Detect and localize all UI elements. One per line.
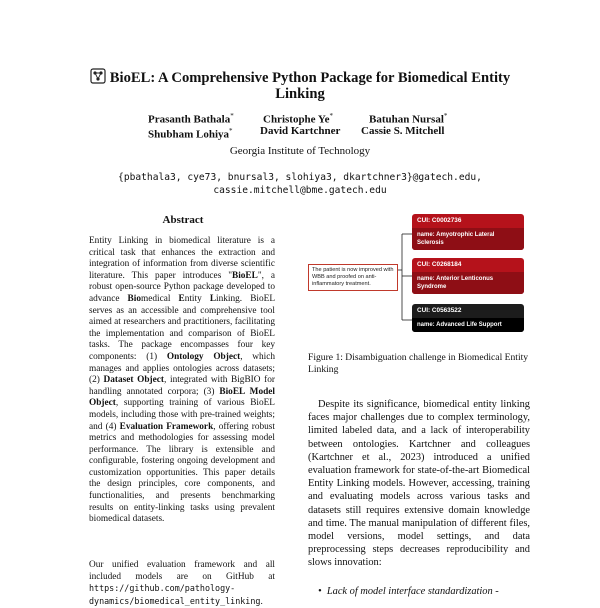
bullet-dot-icon: •: [318, 586, 327, 597]
paper-title-line-2: Linking: [275, 86, 325, 102]
abstract-text: Our unified evaluation framework and all included models are on GitHub at: [89, 560, 275, 582]
abstract-emphasis: Ontology Object: [166, 351, 241, 362]
author-name: Christophe Ye: [263, 113, 330, 126]
github-link[interactable]: https://github.com/pathology-dynamics/biomedical_entity_linking: [89, 583, 261, 606]
cui-id: CUI: C0563522: [417, 307, 462, 314]
abstract-text: ntity: [184, 293, 210, 304]
email-line-1: {pbathala3, cye73, bnursal3, slohiya3, dkartchner3}@gatech.edu,: [118, 172, 482, 183]
author-4: [148, 125, 233, 142]
context-sentence-box: The patient is now improved with WBB and proofed on anti-inflammatory treatment.: [308, 264, 398, 291]
abstract-text: medical: [140, 293, 179, 304]
equal-contribution-mark: *: [230, 112, 234, 120]
cui-box-1: [412, 214, 524, 250]
abstract-emphasis: E: [178, 293, 185, 304]
author-name: David Kartchner: [260, 125, 341, 137]
equal-contribution-mark: *: [443, 112, 448, 120]
abstract-paragraph-2: [89, 560, 275, 608]
abstract-text: , supporting training of various BioEL models, including those with pre-trained weights; and (4): [89, 398, 275, 432]
equal-contribution-mark: *: [329, 112, 334, 120]
email-line-2: cassie.mitchell@bme.gatech.edu: [213, 185, 387, 196]
abstract-text: , offering robust metrics and methodologies for assessing model performance. The library is extensible and configurable, fostering ongoing development and customization opportunities. This paper details the design principles, core components, and functionalities, and presents benchmarking results on entity-linking tasks using prevalent biomedical datasets.: [89, 421, 275, 525]
abstract-text: ", a robust open-source Python package developed to advance: [89, 270, 275, 304]
cui-box-2: [412, 258, 524, 294]
bullet-item: [318, 585, 530, 598]
introduction-body: [308, 398, 530, 570]
author-name: Prasanth Bathala: [148, 113, 231, 126]
bullet-text: Lack of model interface standardization -: [326, 586, 499, 597]
cui-id: CUI: C0268184: [417, 261, 462, 268]
bioel-logo-icon: [90, 68, 106, 84]
abstract-text: , which manages and applies ontologies across datasets; (2): [89, 351, 275, 386]
author-name: Cassie S. Mitchell: [361, 125, 445, 137]
affiliation: Georgia Institute of Technology: [229, 145, 371, 157]
abstract-text: inking. BioEL serves as an accessible and comprehensive tool aimed at researchers and practitioners, facilitating the implementation and comparison of BioEL tasks. The package encompasses four key components: (1): [89, 293, 276, 362]
figure-1: [308, 214, 528, 342]
introduction-paragraph: Despite its significance, biomedical entity linking faces major challenges due to complex terminology, limited labeled data, and a lack of interoperability between ontologies. Kartchner and colleagues (Kartchner et al., 2023) introduced a unified evaluation framework for state-of-the-art Biomedical Entity Linking models. However, accessing, training and evaluating models across various tasks and datasets still requires extensive domain knowledge and time. The manual manipulation of different files, model versions, model settings, and data preprocessing steps decreases reproducibility and slows innovation:: [308, 399, 530, 569]
abstract-paragraph-1: [89, 236, 275, 526]
cui-name: name: Amyotrophic Lateral Sclerosis: [412, 228, 524, 250]
abstract-text: , integrated with BigBIO for handling annotated corpora; (3): [89, 375, 275, 397]
author-name: Batuhan Nursal: [369, 113, 444, 126]
abstract-text: .: [260, 596, 263, 607]
author-5: [260, 125, 340, 138]
cui-name: name: Anterior Lenticonus Syndrome: [412, 272, 524, 294]
abstract-emphasis: Evaluation Framework: [119, 421, 214, 432]
author-name: Shubham Lohiya: [148, 128, 230, 141]
abstract-emphasis: Dataset Object: [103, 375, 164, 386]
paper-title-line-1: [0, 68, 600, 87]
title-text-1: BioEL: A Comprehensive Python Package for Biomedical Entity: [109, 70, 511, 86]
abstract-heading: Abstract: [162, 214, 204, 226]
abstract-body: [89, 236, 275, 526]
author-6: [361, 125, 444, 138]
abstract-emphasis: L: [209, 293, 217, 304]
cui-name: name: Advanced Life Support: [412, 318, 524, 332]
abstract-emphasis: BioEL Model Object: [89, 386, 275, 409]
cui-id: CUI: C0002736: [417, 217, 462, 224]
abstract-text: Entity Linking in biomedical literature is a critical task that enhances the extraction and integration of information from diverse scientific literature. This paper introduces ": [89, 236, 275, 281]
cui-box-3: [412, 304, 524, 332]
figure-caption: Figure 1: Disambiguation challenge in Biomedical Entity Linking: [308, 352, 529, 375]
abstract-emphasis: BioEL: [232, 270, 258, 281]
equal-contribution-mark: *: [229, 127, 233, 135]
abstract-emphasis: Bio: [127, 293, 141, 304]
